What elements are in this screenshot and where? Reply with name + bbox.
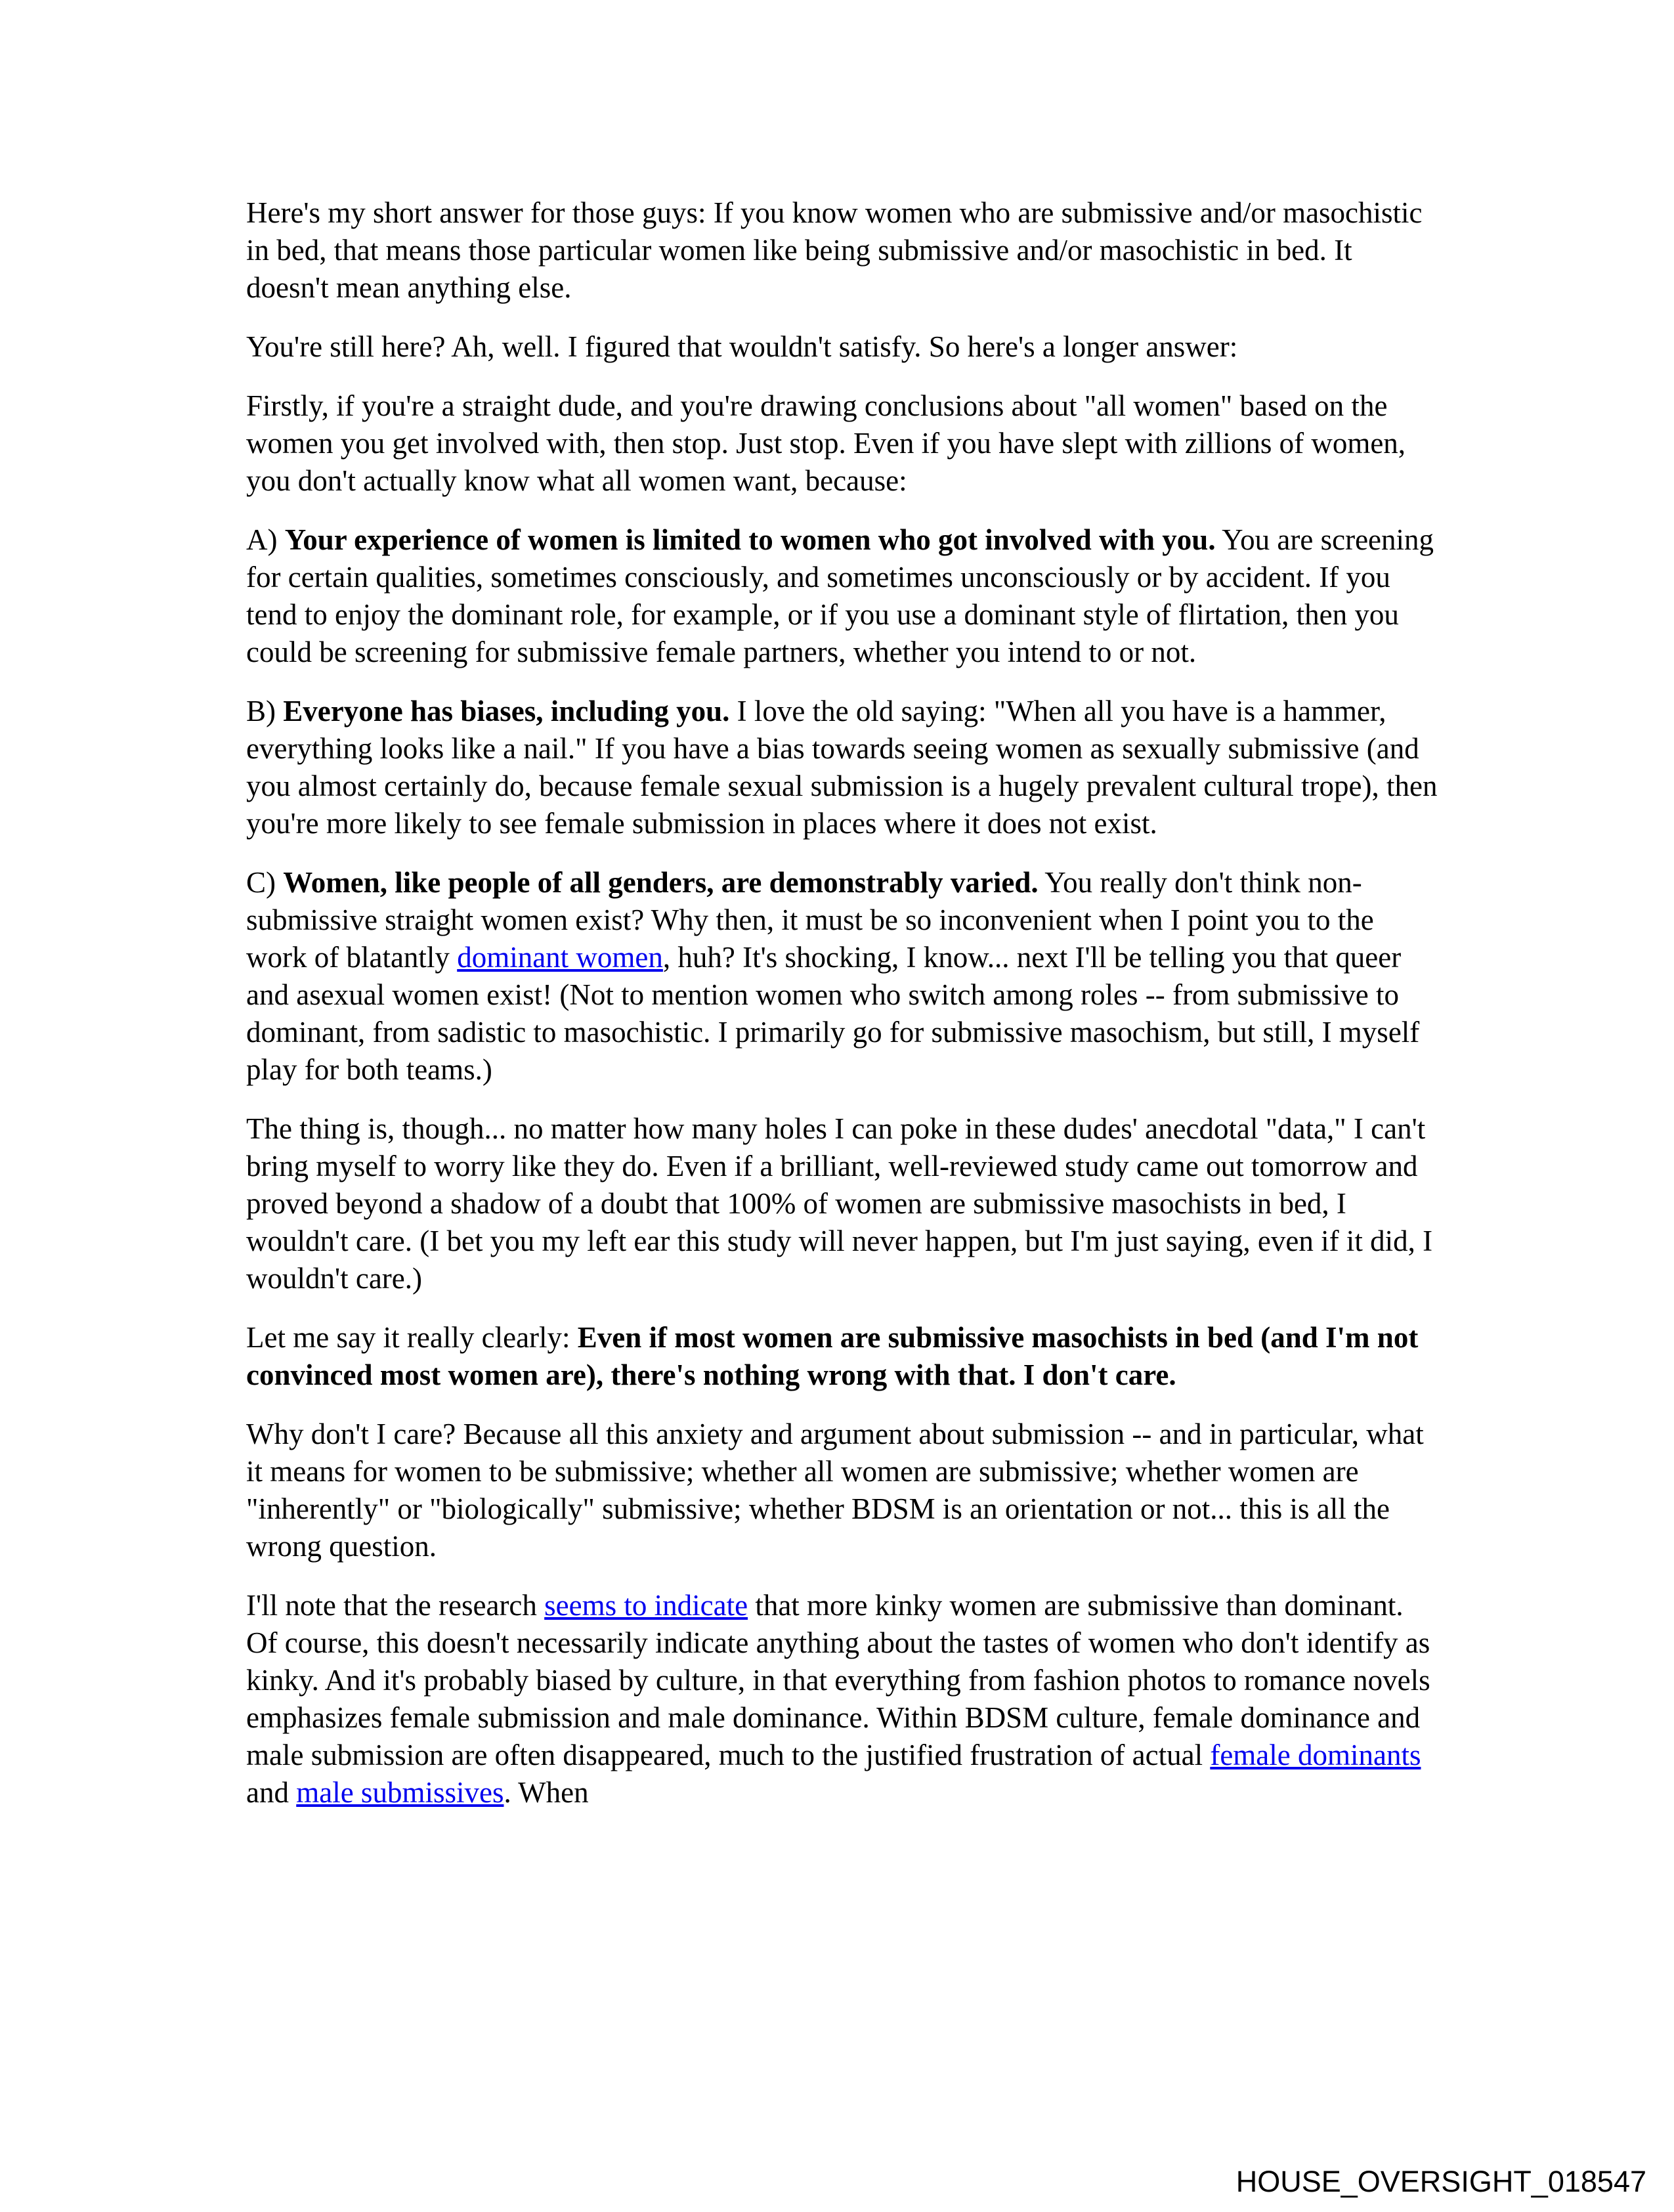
body-text: You are screening for certain qualities, sometimes consciously, and sometimes unconsciously or by accident. If you tend to enjoy the dominant role, for example, or if you use a dominant style of flirtation, then you could be screening for submissive female partners, whether you intend to or not.: [246, 523, 1434, 668]
body-text: You're still here? Ah, well. I figured that wouldn't satisfy. So here's a longer answer:: [246, 330, 1238, 363]
body-text: You really don't think non-submissive straight women exist? Why then, it must be so inconvenient when I point you to the work of blatantly: [246, 866, 1374, 974]
link-male-submissives[interactable]: male submissives: [296, 1776, 504, 1809]
body-text: Why don't I care? Because all this anxiety and argument about submission -- and in particular, what it means for women to be submissive; whether all women are submissive; whether women are "inherently" or "biologically" submissive; whether BDSM is an orientation or not... this is all the wrong question.: [246, 1418, 1424, 1563]
paragraph: [246, 864, 1438, 1089]
link-dominant-women[interactable]: dominant women: [457, 941, 663, 974]
body-text: Let me say it really clearly:: [246, 1321, 578, 1354]
body-text: C): [246, 866, 284, 899]
body-text: I'll note that the research: [246, 1589, 545, 1622]
bold-text: Even if most women are submissive masochists in bed (and I'm not convinced most women are), there's nothing wrong with that. I don't care.: [246, 1321, 1419, 1391]
watermark-label: HOUSE_OVERSIGHT_018547: [1235, 2165, 1646, 2198]
body-text: Here's my short answer for those guys: If you know women who are submissive and/or masochistic in bed, that means those particular women like being submissive and/or masochistic in bed. It doesn't mean anything else.: [246, 196, 1423, 304]
paragraph: [246, 387, 1438, 500]
body-text: . When: [504, 1776, 589, 1809]
paragraph: [246, 1587, 1438, 1811]
body-text: , huh? It's shocking, I know... next I'll be telling you that queer and asexual women exist! (Not to mention women who switch among roles -- from submissive to dominant, from sadistic to masochistic. I primarily go for submissive masochism, but still, I myself play for both teams.): [246, 941, 1420, 1086]
bold-text: Your experience of women is limited to women who got involved with you.: [284, 523, 1216, 556]
body-text: A): [246, 523, 285, 556]
paragraph: [246, 693, 1438, 842]
body-text: The thing is, though... no matter how many holes I can poke in these dudes' anecdotal "data," I can't bring myself to worry like they do. Even if a brilliant, well-reviewed study came out tomorrow and proved beyond a shadow of a doubt that 100% of women are submissive masochists in bed, I wouldn't care. (I bet you my left ear this study will never happen, but I'm just saying, even if it did, I wouldn't care.): [246, 1112, 1433, 1295]
body-text: that more kinky women are submissive than dominant. Of course, this doesn't necessarily indicate anything about the tastes of women who don't identify as kinky. And it's probably biased by culture, in that everything from fashion photos to romance novels emphasizes female submission and male dominance. Within BDSM culture, female dominance and male submission are often disappeared, much to the justified frustration of actual: [246, 1589, 1430, 1771]
paragraph: [246, 521, 1438, 671]
bold-text: Women, like people of all genders, are demonstrably varied.: [283, 866, 1039, 899]
body-text: Firstly, if you're a straight dude, and you're drawing conclusions about "all women" based on the women you get involved with, then stop. Just stop. Even if you have slept with zillions of women, you don't actually know what all women want, because:: [246, 389, 1406, 497]
body-text: B): [246, 695, 284, 727]
paragraph: [246, 1110, 1438, 1297]
document-body: [246, 194, 1438, 1833]
body-text: I love the old saying: "When all you have is a hammer, everything looks like a nail." If you have a bias towards seeing women as sexually submissive (and you almost certainly do, because female sexual submission is a hugely prevalent cultural trope), then you're more likely to see female submission in places where it does not exist.: [246, 695, 1438, 840]
body-text: and: [246, 1776, 297, 1809]
paragraph: [246, 1319, 1438, 1394]
link-seems-to-indicate[interactable]: seems to indicate: [544, 1589, 748, 1622]
paragraph: [246, 194, 1438, 307]
paragraph: [246, 1416, 1438, 1565]
bold-text: Everyone has biases, including you.: [283, 695, 730, 727]
link-female-dominants[interactable]: female dominants: [1210, 1739, 1421, 1771]
paragraph: [246, 328, 1438, 366]
